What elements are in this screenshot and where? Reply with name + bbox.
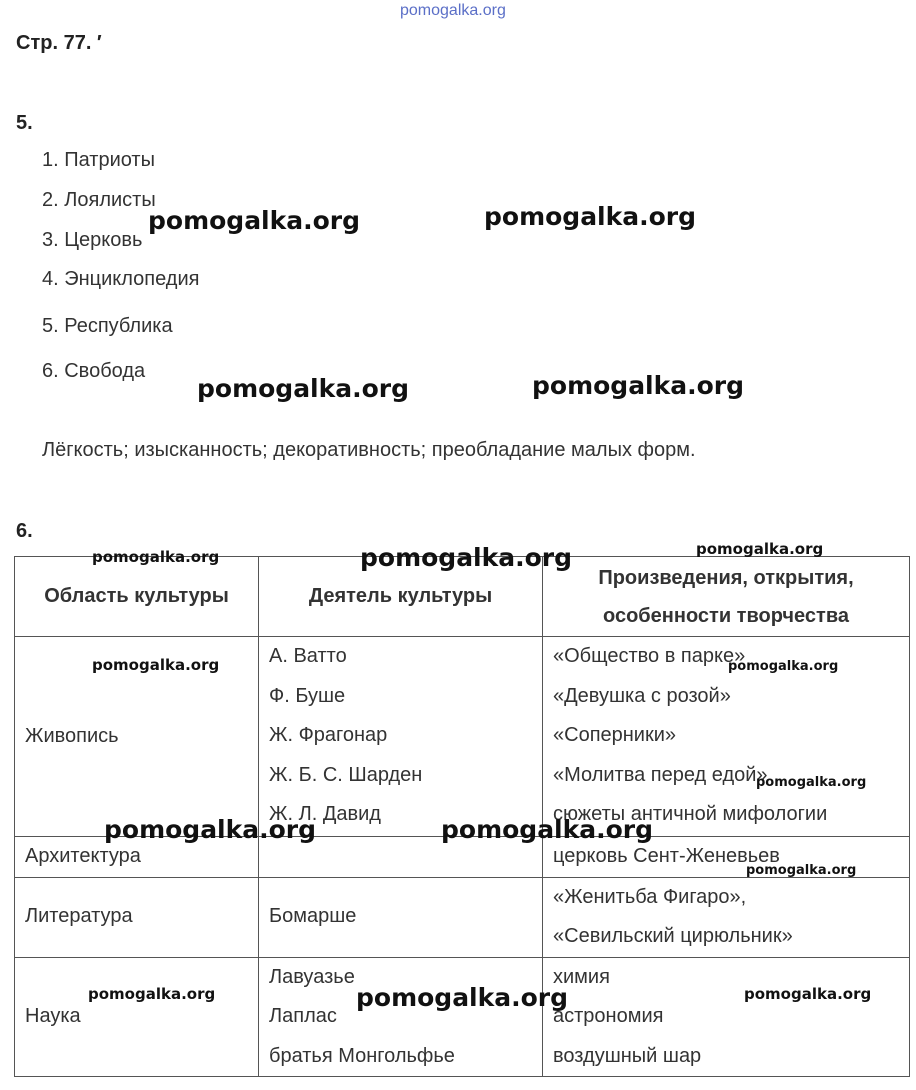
works-cell [543, 957, 910, 1077]
task-5-number: 5. [16, 112, 33, 134]
people-cell [259, 877, 543, 957]
works-cell [543, 877, 910, 957]
watermark: pomogalka.org [441, 815, 654, 844]
work: «Соперники» [553, 724, 677, 746]
area-cell: Литература [15, 877, 259, 957]
work: «Девушка с розой» [553, 684, 731, 707]
work: «Общество в парке» [553, 645, 746, 667]
work: «Молитва перед едой» [553, 763, 768, 786]
work: сюжеты античной мифологии [553, 803, 828, 825]
watermark: pomogalka.org [744, 985, 872, 1003]
work: химия [553, 965, 610, 988]
header-culture-figure: Деятель культуры [259, 557, 543, 637]
person: братья Монгольфье [269, 1044, 455, 1067]
work: «Женитьба Фигаро», [553, 885, 747, 908]
watermark: pomogalka.org [360, 543, 573, 572]
person: Бомарше [269, 905, 357, 928]
area-cell: Архитектура [15, 837, 259, 878]
person: Лаплас [269, 1005, 337, 1027]
table-row [15, 957, 910, 1077]
list-item: 5. Республика [42, 315, 173, 337]
work: воздушный шар [553, 1044, 702, 1067]
work: церковь Сент-Женевьев [553, 845, 780, 867]
watermark: pomogalka.org [88, 985, 216, 1003]
person: Ж. Фрагонар [269, 724, 388, 746]
watermark-top: pomogalka.org [400, 2, 506, 19]
header-works-line-1: Произведения, открытия, [598, 566, 854, 589]
task-5-answer: Лёгкость; изысканность; декоративность; преобладание малых форм. [42, 439, 696, 461]
area-cell: Живопись [15, 637, 259, 837]
list-item: 3. Церковь [42, 229, 143, 251]
works-cell [543, 637, 910, 837]
watermark: pomogalka.org [756, 775, 867, 790]
page-reference: Стр. 77. ′ [16, 32, 102, 54]
table-row [15, 877, 910, 957]
watermark: pomogalka.org [728, 659, 839, 674]
person: Ж. Б. С. Шарден [269, 763, 423, 786]
person: Ж. Л. Давид [269, 803, 381, 825]
person: Ф. Буше [269, 684, 346, 707]
person: Лавуазье [269, 965, 355, 988]
people-cell [259, 957, 543, 1077]
watermark: pomogalka.org [484, 202, 697, 231]
area-cell: Наука [15, 957, 259, 1077]
watermark: pomogalka.org [356, 983, 569, 1012]
list-item: 4. Энциклопедия [42, 268, 200, 290]
watermark: pomogalka.org [92, 548, 220, 566]
header-culture-area: Область культуры [15, 557, 259, 637]
list-item: 1. Патриоты [42, 149, 155, 171]
people-cell [259, 637, 543, 837]
watermark: pomogalka.org [104, 815, 317, 844]
watermark: pomogalka.org [696, 540, 824, 558]
work: «Севильский цирюльник» [553, 925, 793, 947]
work: астрономия [553, 1005, 664, 1027]
watermark: pomogalka.org [746, 863, 857, 878]
list-item: 6. Свобода [42, 360, 146, 382]
watermark: pomogalka.org [532, 371, 745, 400]
watermark: pomogalka.org [148, 206, 361, 235]
watermark: pomogalka.org [92, 656, 220, 674]
header-works-line-2: особенности творчества [603, 604, 849, 627]
list-item: 2. Лоялисты [42, 189, 156, 211]
person: А. Ватто [269, 645, 347, 667]
header-works [543, 557, 910, 637]
watermark: pomogalka.org [197, 374, 410, 403]
task-6-number: 6. [16, 520, 33, 542]
